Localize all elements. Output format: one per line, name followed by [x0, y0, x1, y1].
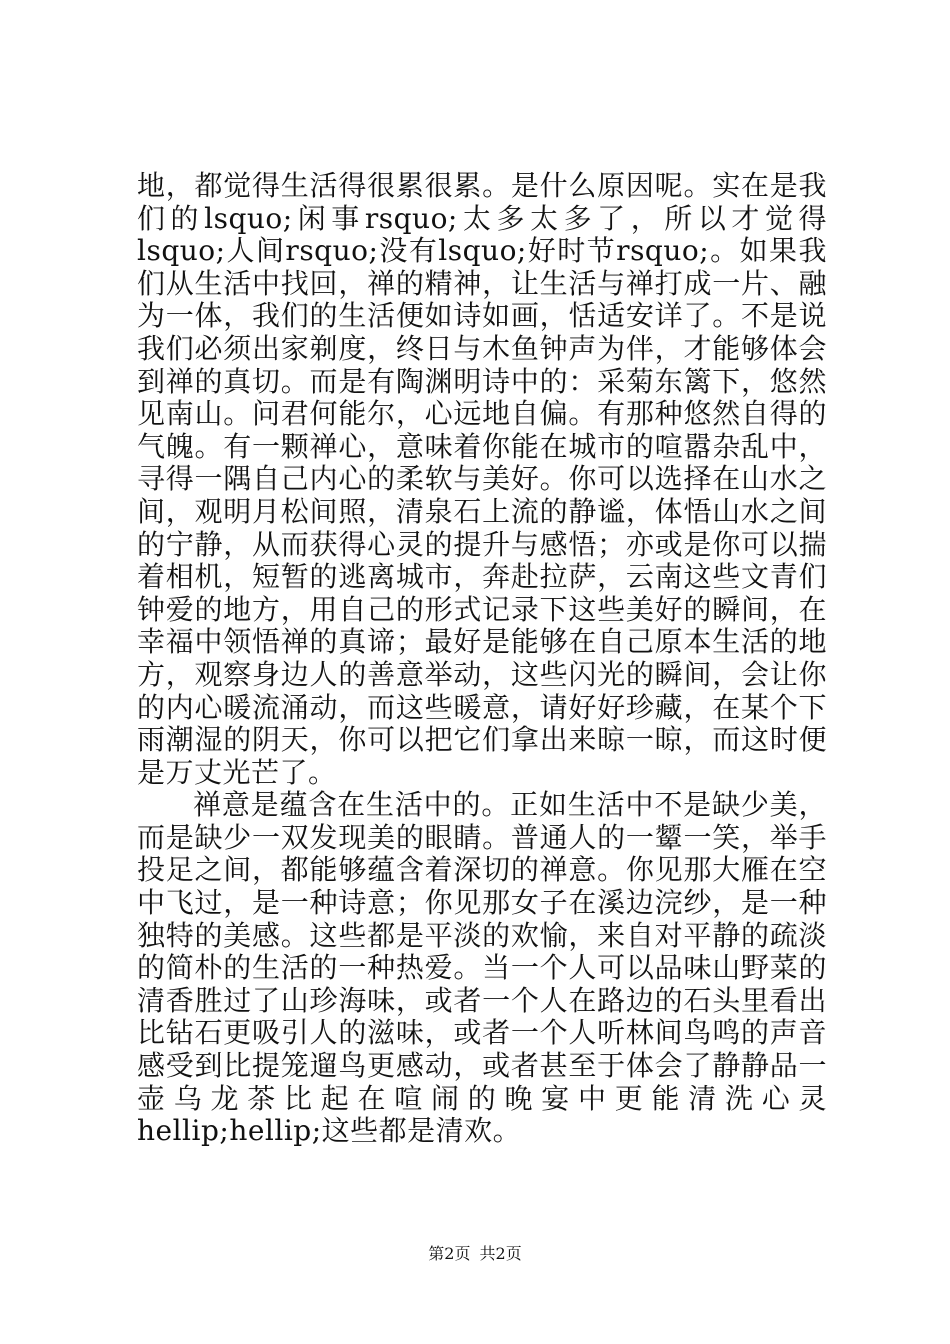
- paragraph-2: 禅意是蕴含在生活中的。正如生活中不是缺少美，而是缺少一双发现美的眼睛。普通人的一颦一笑，举手投足之间，都能够蕴含着深切的禅意。你见那大雁在空中飞过，是一种诗意；你见那女子在溪边浣纱，是一种独特的美感。这些都是平淡的欢愉，来自对平静的疏淡的简朴的生活的一种热爱。当一个人可以品味山野菜的清香胜过了山珍海味，或者一个人在路边的石头里看出比钻石更吸引人的滋味，或者一个人听林间鸟鸣的声音感受到比提笼遛鸟更感动，或者甚至于体会了静静品一壶乌龙茶比起在喧闹的晚宴中更能清洗心灵hellip;hellip;这些都是清欢。: [137, 788, 827, 1148]
- page-total: 共2页: [479, 1244, 522, 1263]
- paragraph-1: 地，都觉得生活得很累很累。是什么原因呢。实在是我们的lsquo;闲事rsquo;太多太多了，所以才觉得lsquo;人间rsquo;没有lsquo;好时节rsquo;。如果我们从生活中找回，禅的精神，让生活与禅打成一片、融为一体，我们的生活便如诗如画，恬适安详了。不是说我们必须出家剃度，终日与木鱼钟声为伴，才能够体会到禅的真切。而是有陶渊明诗中的：采菊东篱下，悠然见南山。问君何能尔，心远地自偏。有那种悠然自得的气魄。有一颗禅心，意味着你能在城市的喧嚣杂乱中，寻得一隅自己内心的柔软与美好。你可以选择在山水之间，观明月松间照，清泉石上流的静谧，体悟山水之间的宁静，从而获得心灵的提升与感悟；亦或是你可以揣着相机，短暂的逃离城市，奔赴拉萨，云南这些文青们钟爱的地方，用自己的形式记录下这些美好的瞬间，在幸福中领悟禅的真谛；最好是能够在自己原本生活的地方，观察身边人的善意举动，这些闪光的瞬间，会让你的内心暖流涌动，而这些暖意，请好好珍藏，在某个下雨潮湿的阴天，你可以把它们拿出来晾一晾，而这时便是万丈光芒了。: [137, 169, 827, 789]
- document-body: [137, 170, 827, 1148]
- page-footer: [0, 1244, 950, 1264]
- page-number: 第2页: [428, 1244, 471, 1263]
